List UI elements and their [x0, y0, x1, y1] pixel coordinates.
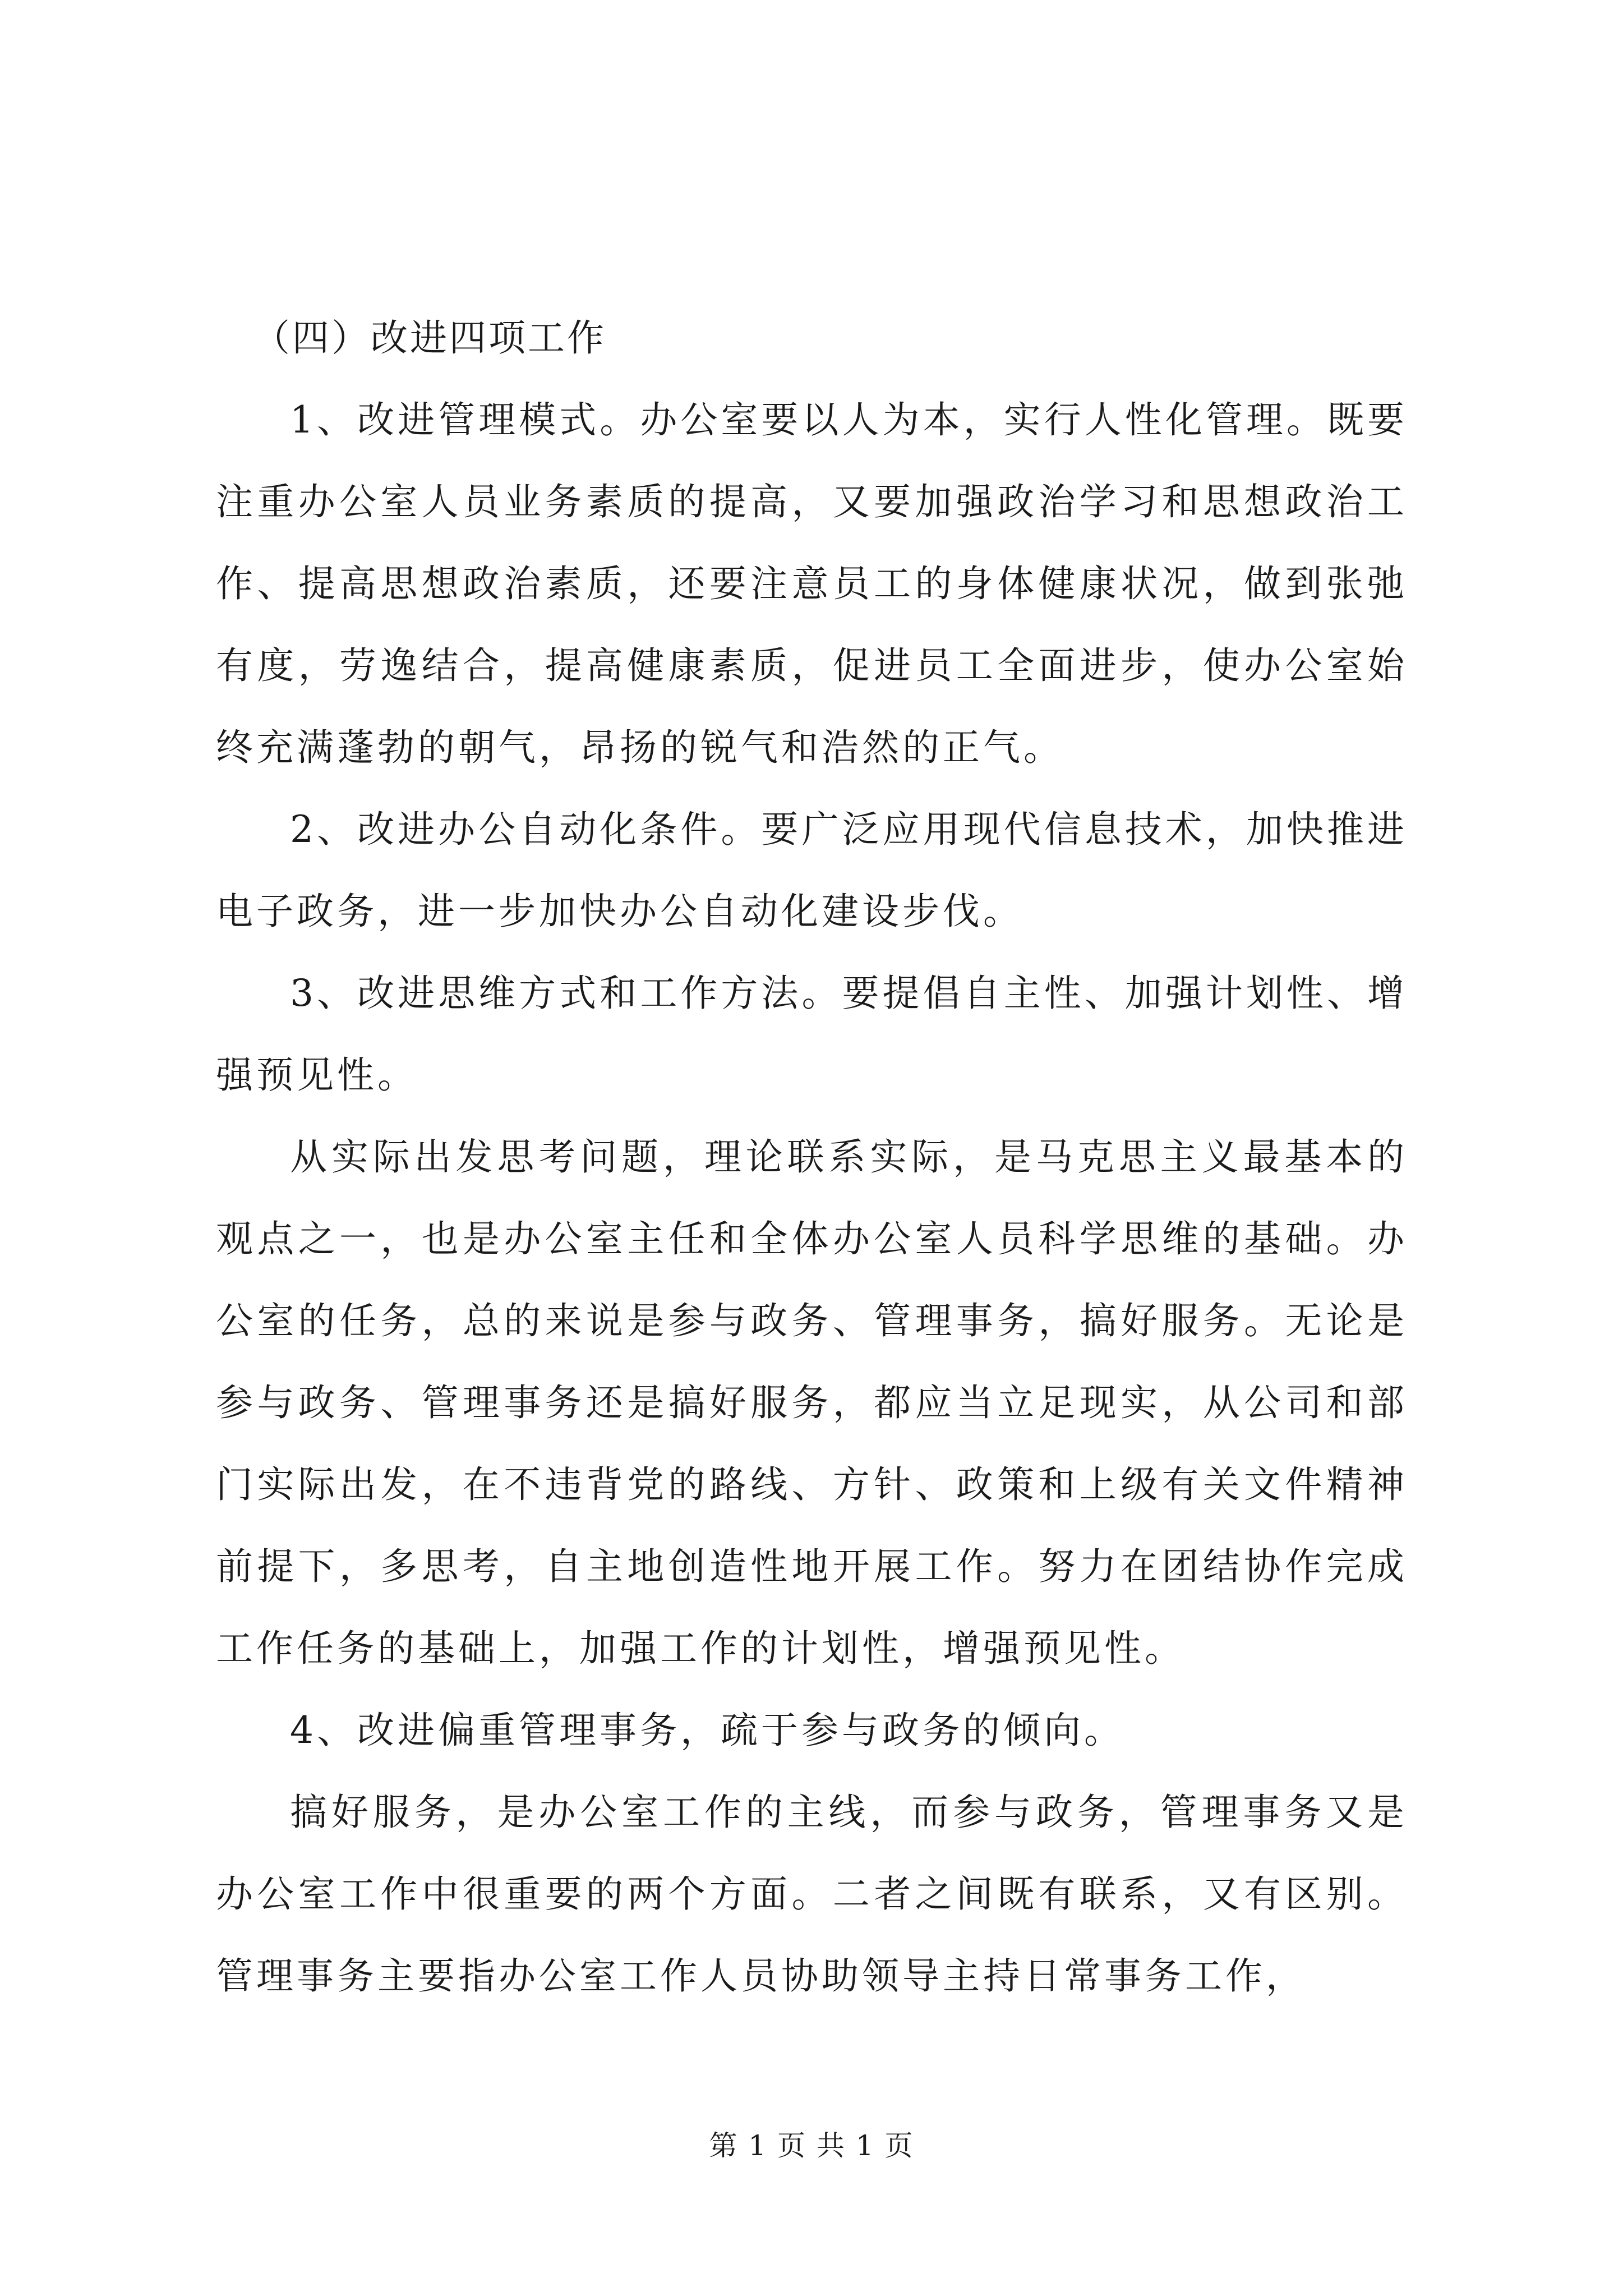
- paragraph-2: 2、改进办公自动化条件。要广泛应用现代信息技术，加快推进电子政务，进一步加快办公自动化建设步伐。: [216, 808, 1408, 933]
- paragraph-6: 搞好服务，是办公室工作的主线，而参与政务，管理事务又是办公室工作中很重要的两个方面。二者之间既有联系，又有区别。管理事务主要指办公室工作人员协助领导主持日常事务工作，: [216, 1791, 1408, 1998]
- paragraph-5: 4、改进偏重管理事务，疏于参与政务的倾向。: [290, 1709, 1124, 1752]
- paragraph-1: 1、改进管理模式。办公室要以人为本，实行人性化管理。既要注重办公室人员业务素质的提高，又要加强政治学习和思想政治工作、提高思想政治素质，还要注意员工的身体健康状况，做到张弛有度，劳逸结合，提高健康素质，促进员工全面进步，使办公室始终充满蓬勃的朝气，昂扬的锐气和浩然的正气。: [216, 398, 1408, 769]
- section-title: （四）改进四项工作: [253, 316, 606, 360]
- paragraph-3: 3、改进思维方式和工作方法。要提倡自主性、加强计划性、增强预见性。: [216, 972, 1408, 1097]
- document-body: [216, 297, 1408, 2017]
- paragraph-4: 从实际出发思考问题，理论联系实际，是马克思主义最基本的观点之一，也是办公室主任和全体办公室人员科学思维的基础。办公室的任务，总的来说是参与政务、管理事务，搞好服务。无论是参与政务、管理事务还是搞好服务，都应当立足现实，从公司和部门实际出发，在不违背党的路线、方针、政策和上级有关文件精神前提下，多思考，自主地创造性地开展工作。努力在团结协作完成工作任务的基础上，加强工作的计划性，增强预见性。: [216, 1135, 1408, 1670]
- page-footer: 第 1 页 共 1 页: [709, 2129, 914, 2162]
